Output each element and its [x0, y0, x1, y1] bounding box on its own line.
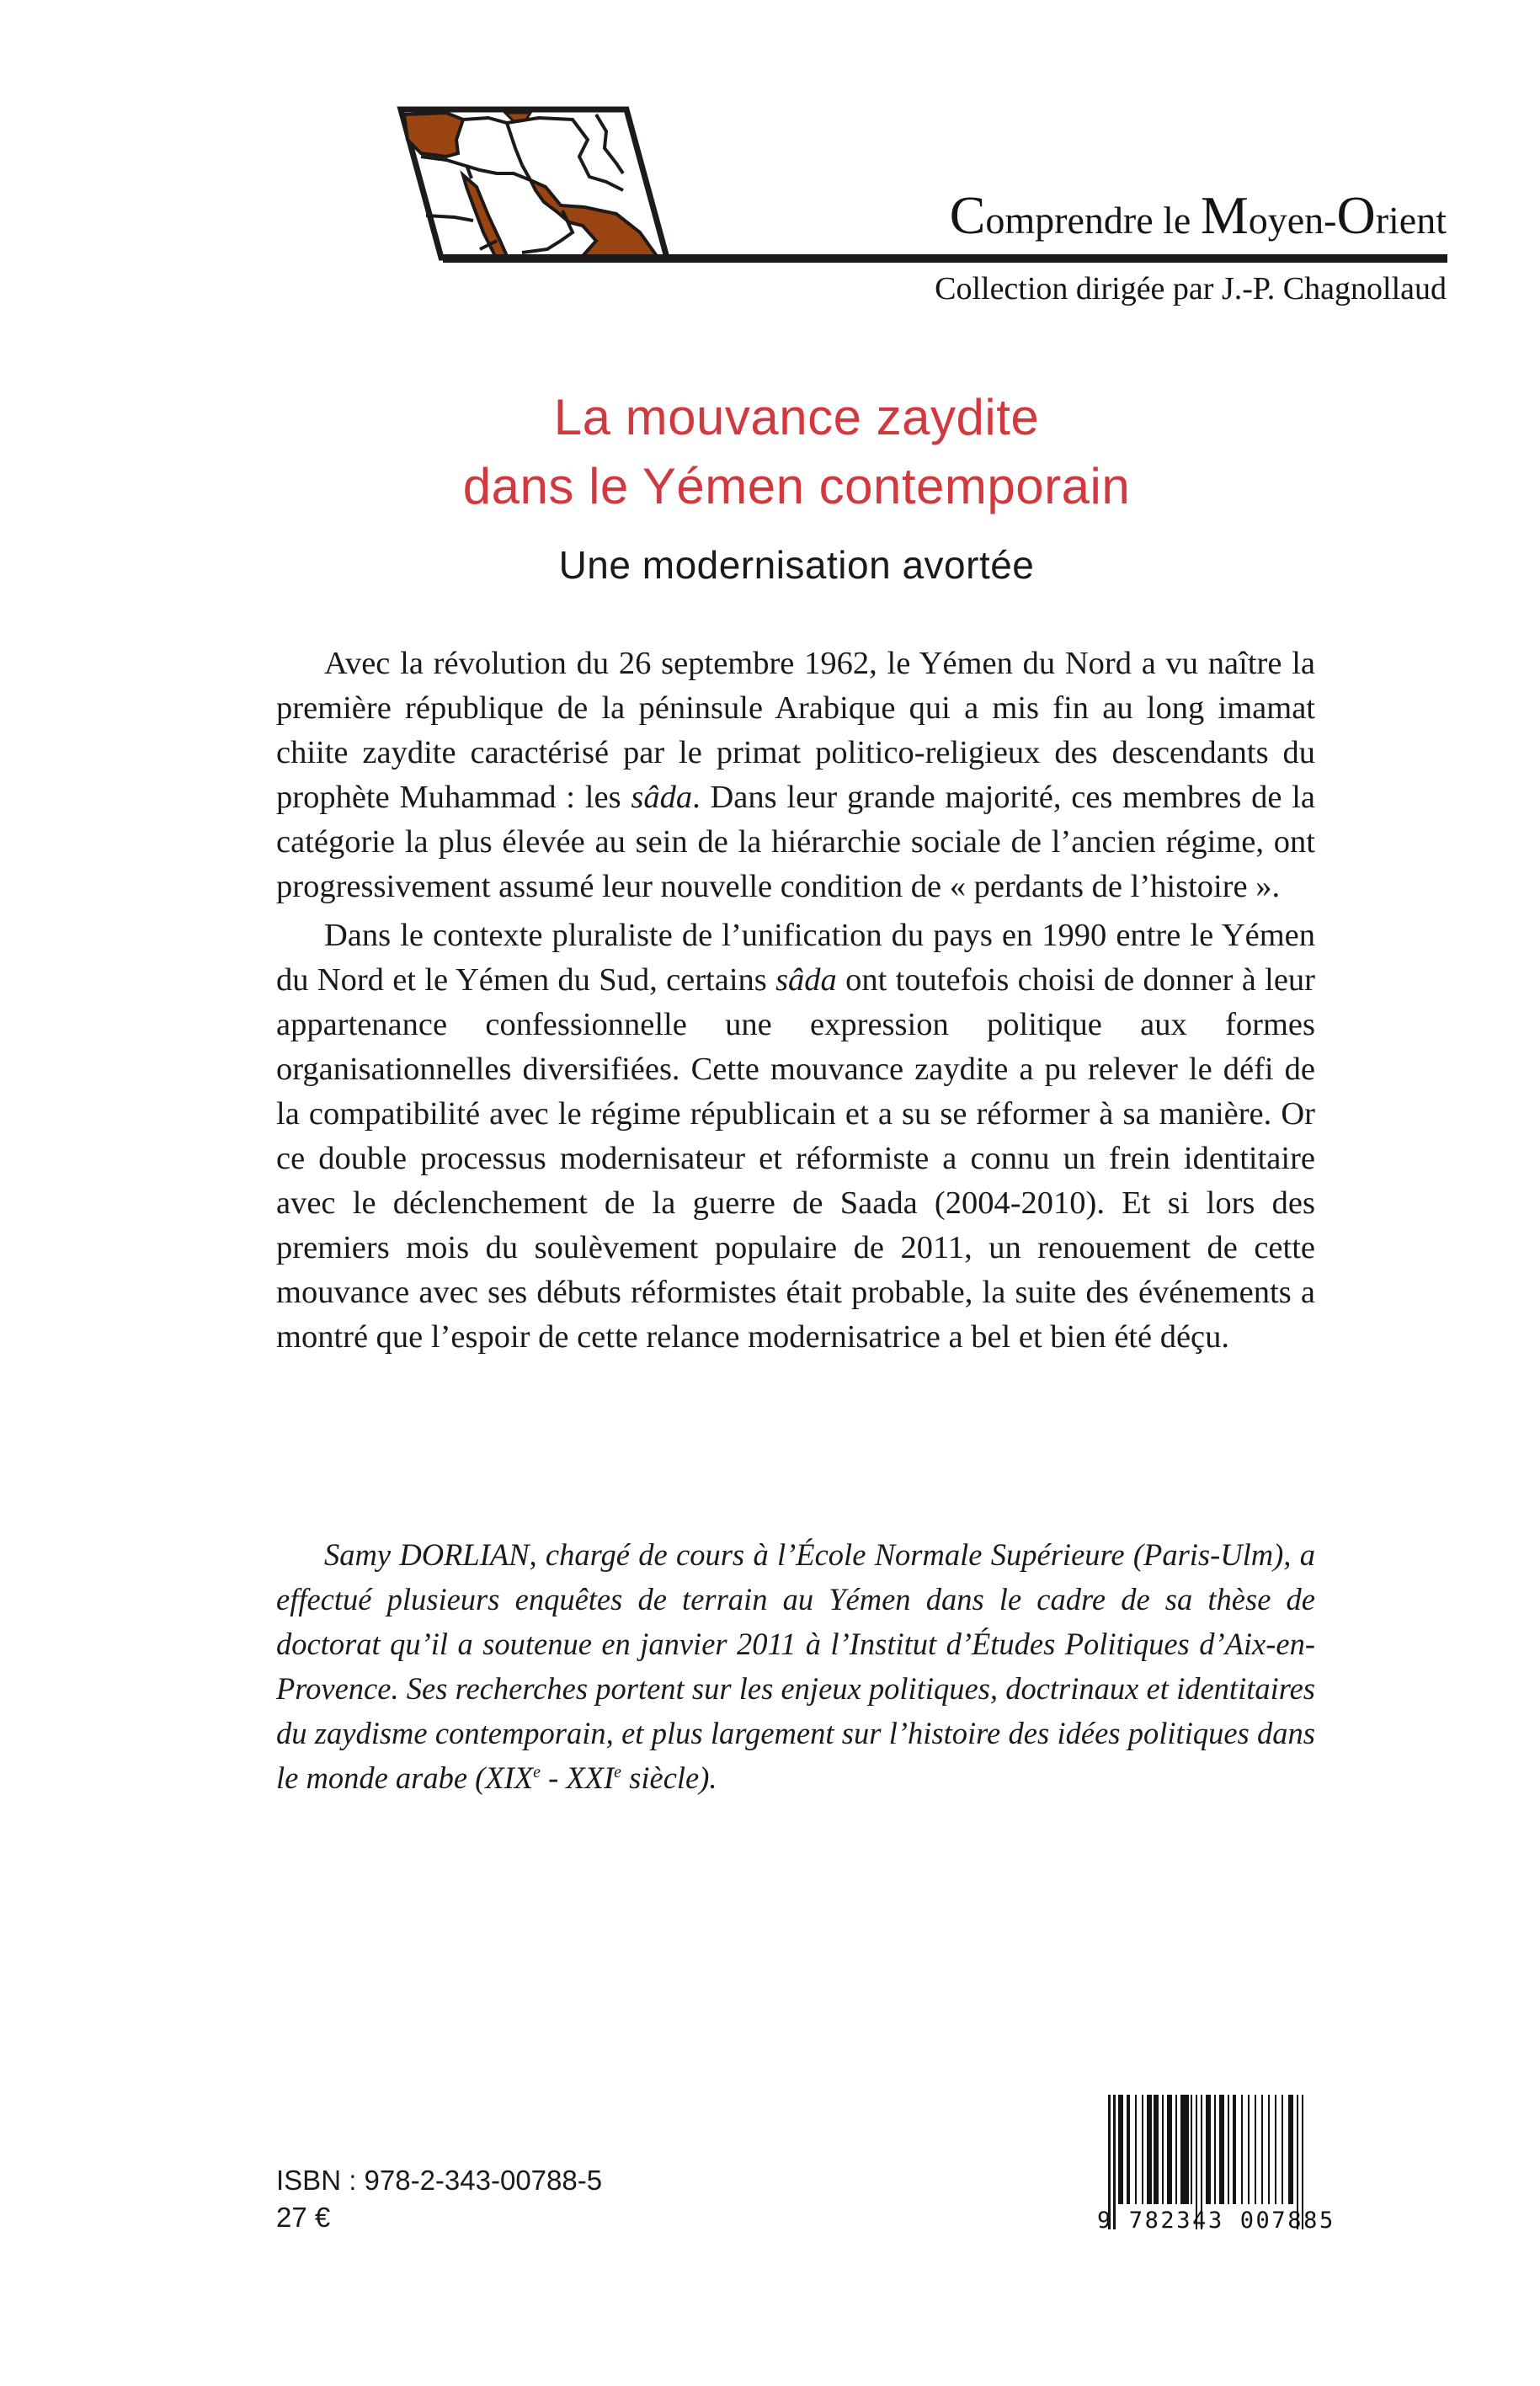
collection-name	[949, 185, 1447, 246]
blurb-italic-term: sâda	[631, 780, 693, 815]
blurb	[276, 642, 1315, 1364]
collection-name-text: rient	[1375, 199, 1447, 242]
author-bio-text: - XXI	[540, 1760, 615, 1795]
isbn: ISBN : 978-2-343-00788-5	[276, 2165, 603, 2196]
book-title-line-1: La mouvance zaydite	[553, 389, 1040, 445]
superscript: e	[533, 1762, 541, 1782]
author-bio-text: siècle).	[621, 1760, 717, 1795]
title-block	[278, 383, 1315, 590]
blurb-text: ont toutefois choisi de donner à leur appartenance confessionnelle une expression politique aux formes organisationnelles diversifiées. Cette mouvance zaydite a pu relever le défi de la compatibilité avec le régime républicain et a su se réformer à sa manière. Or ce double processus modernisateur et réformiste a connu un frein identitaire avec le déclenchement de la guerre de Saada (2004-2010). Et si lors des premiers mois du soulèvement populaire de 2011, un renouement de cette mouvance avec ses débuts réformistes était probable, la suite des événements a montré que l’espoir de cette relance modernisatrice a bel et bien été déçu.	[276, 962, 1315, 1355]
blurb-text: Avec la révolution du 26 septembre 1962, le Yémen du Nord a vu naître la première république de la péninsule Arabique qui a mis fin au long imamat chiite zaydite caractérisé par le primat politico-religieux des descendants du prophète Muhammad : les	[276, 646, 1315, 815]
ean13-barcode-icon	[1095, 2095, 1335, 2263]
collection-name-initial: O	[1336, 185, 1376, 245]
collection-name-initial: C	[949, 185, 986, 245]
collection-name-text: omprendre le	[985, 199, 1201, 242]
collection-name-text: oyen-	[1248, 199, 1337, 242]
blurb-paragraph-1	[276, 642, 1315, 909]
blurb-italic-term: sâda	[775, 962, 837, 998]
price: 27 €	[276, 2202, 331, 2233]
book-title-line-2: dans le Yémen contemporain	[462, 458, 1131, 514]
collection-director: Collection dirigée par J.-P. Chagnollaud	[935, 271, 1447, 306]
middle-east-map-icon	[396, 106, 674, 263]
blurb-text: . Dans leur grande majorité, ces membres de la catégorie la plus élevée au sein de la hiérarchie sociale de l’ancien régime, ont progressivement assumé leur nouvelle condition de « perdants de l’histoire ».	[276, 780, 1315, 904]
superscript: e	[614, 1762, 622, 1782]
author-bio-text: Samy DORLIAN, chargé de cours à l’École Normale Supérieure (Paris-Ulm), a effectué plusieurs enquêtes de terrain au Yémen dans le cadre de sa thèse de doctorat qu’il a soutenue en janvier 2011 à l’Institut d’Études Politiques d’Aix-en-Provence. Ses recherches portent sur les enjeux politiques, doctrinaux et identitaires du zaydisme contemporain, et plus largement sur l’histoire des idées politiques dans le monde arabe (XIX	[276, 1537, 1315, 1795]
barcode-digits: 9 782343 007885	[1097, 2208, 1335, 2234]
book-subtitle: Une modernisation avortée	[558, 543, 1035, 587]
blurb-paragraph-2	[276, 913, 1315, 1360]
author-bio	[276, 1532, 1315, 1800]
collection-name-initial: M	[1200, 185, 1249, 245]
header-rule	[443, 254, 1447, 263]
isbn-price-block	[276, 2162, 602, 2236]
blurb-text: Dans le contexte pluraliste de l’unification du pays en 1990 entre le Yémen du Nord et le Yémen du Sud, certains	[276, 918, 1315, 998]
